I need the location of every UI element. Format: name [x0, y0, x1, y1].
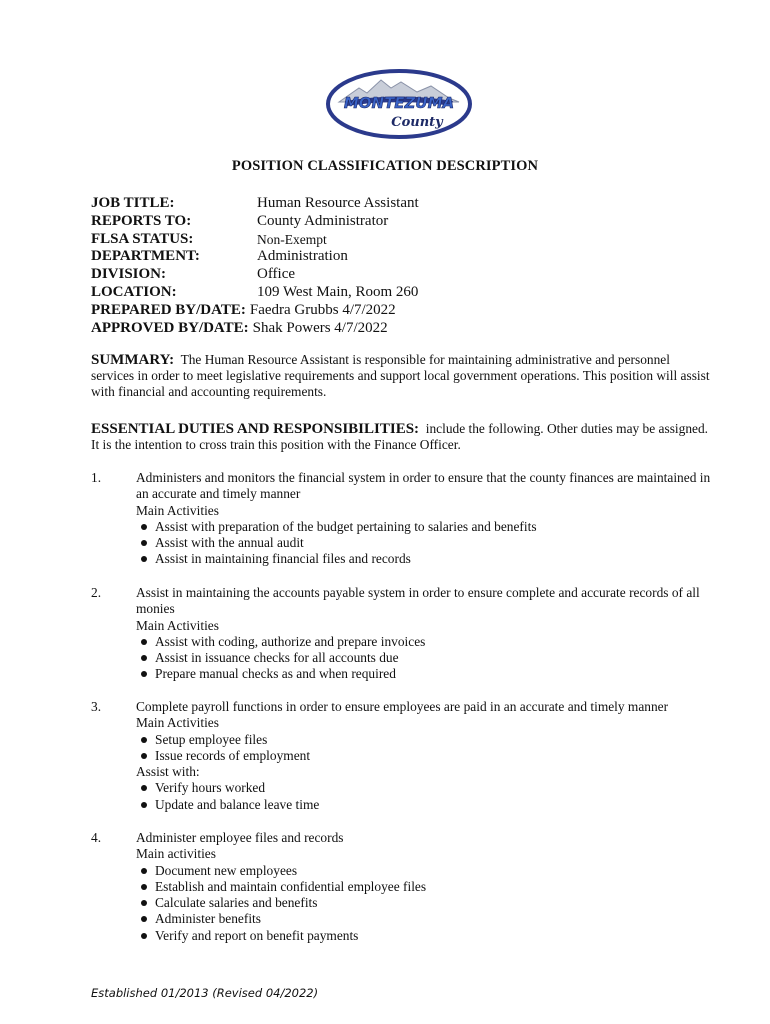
duty-item-3 — [91, 699, 716, 813]
job-title-value: Human Resource Assistant — [257, 195, 419, 211]
reports-to-row — [91, 213, 419, 231]
list-item: Update and balance leave time — [136, 797, 716, 813]
duties-text: include the following. Other duties may be assigned. It is the intention to cross train this position with the Finance Officer. — [91, 421, 709, 453]
document-title: POSITION CLASSIFICATION DESCRIPTION — [231, 158, 539, 174]
item-description: Administers and monitors the financial system in order to ensure that the county finances are maintained in an accurate and timely manner — [136, 470, 711, 502]
department-label: DEPARTMENT: — [91, 248, 200, 265]
summary-heading: SUMMARY: — [91, 352, 175, 368]
summary-text: The Human Resource Assistant is responsible for maintaining administrative and personnel services in order to meet legislative requirements and support local government operations. This position will assist with financial and accounting requirements. — [91, 352, 710, 400]
duties-heading: ESSENTIAL DUTIES AND RESPONSIBILITIES: — [91, 421, 420, 437]
approved-row — [91, 320, 419, 338]
list-item: Assist with coding, authorize and prepare invoices — [136, 634, 716, 650]
list-item: Issue records of employment — [136, 748, 716, 764]
position-info — [91, 195, 419, 337]
location-row — [91, 284, 419, 302]
item-subheading: Assist with: — [136, 764, 200, 780]
page-footer: Established 01/2013 (Revised 04/2022) — [91, 986, 319, 1000]
list-item: Verify and report on benefit payments — [136, 928, 716, 944]
item-subheading: Main activities — [136, 846, 216, 862]
list-item: Document new employees — [136, 863, 716, 879]
division-value: Office — [257, 266, 296, 283]
item-subheading: Main Activities — [136, 715, 219, 731]
bullet-list — [136, 780, 716, 813]
bullet-list — [136, 519, 716, 568]
flsa-label: FLSA STATUS: — [91, 230, 194, 247]
department-row — [91, 248, 419, 266]
job-title-label: JOB TITLE: — [91, 195, 175, 211]
division-row — [91, 266, 419, 284]
list-item: Verify hours worked — [136, 780, 716, 796]
svg-text:County: County — [391, 115, 443, 130]
duties-section — [91, 421, 711, 453]
department-value: Administration — [257, 248, 348, 265]
item-subheading: Main Activities — [136, 502, 219, 518]
list-item: Establish and maintain confidential employee files — [136, 879, 716, 895]
prepared-row — [91, 302, 419, 320]
list-item: Assist in issuance checks for all accounts due — [136, 650, 716, 666]
reports-to-value: County Administrator — [257, 212, 389, 229]
item-description: Complete payroll functions in order to ensure employees are paid in an accurate and timely manner — [136, 699, 669, 714]
job-title-row — [91, 195, 419, 213]
montezuma-county-logo — [325, 68, 473, 140]
division-label: DIVISION: — [91, 266, 167, 283]
summary-section — [91, 352, 711, 401]
bullet-list — [136, 732, 716, 765]
list-item: Assist with the annual audit — [136, 535, 716, 551]
duty-item-2 — [91, 585, 716, 683]
item-number: 1. — [91, 470, 102, 485]
prepared-label: PREPARED BY/DATE: — [91, 301, 246, 318]
list-item: Assist with preparation of the budget pertaining to salaries and benefits — [136, 519, 716, 535]
duty-item-4 — [91, 830, 716, 944]
bullet-list — [136, 863, 716, 944]
prepared-value: Faedra Grubbs 4/7/2022 — [249, 301, 396, 318]
bullet-list — [136, 634, 716, 683]
flsa-row — [91, 231, 419, 249]
item-number: 3. — [91, 699, 102, 714]
reports-to-label: REPORTS TO: — [91, 212, 192, 229]
list-item: Assist in maintaining financial files and records — [136, 551, 716, 567]
item-subheading: Main Activities — [136, 617, 219, 633]
list-item: Administer benefits — [136, 911, 716, 927]
list-item: Calculate salaries and benefits — [136, 895, 716, 911]
flsa-value: Non-Exempt — [257, 231, 327, 247]
approved-label: APPROVED BY/DATE: — [91, 319, 249, 336]
location-label: LOCATION: — [91, 283, 177, 300]
duty-item-1 — [91, 470, 716, 568]
svg-text:MONTEZUMA: MONTEZUMA — [343, 94, 455, 112]
list-item: Setup employee files — [136, 732, 716, 748]
location-value: 109 West Main, Room 260 — [257, 283, 419, 300]
item-description: Administer employee files and records — [136, 830, 344, 845]
item-number: 2. — [91, 585, 102, 600]
item-description: Assist in maintaining the accounts payable system in order to ensure complete and accurate records of all monies — [136, 585, 700, 617]
list-item: Prepare manual checks as and when required — [136, 666, 716, 682]
approved-value: Shak Powers 4/7/2022 — [252, 319, 388, 336]
item-number: 4. — [91, 830, 102, 845]
